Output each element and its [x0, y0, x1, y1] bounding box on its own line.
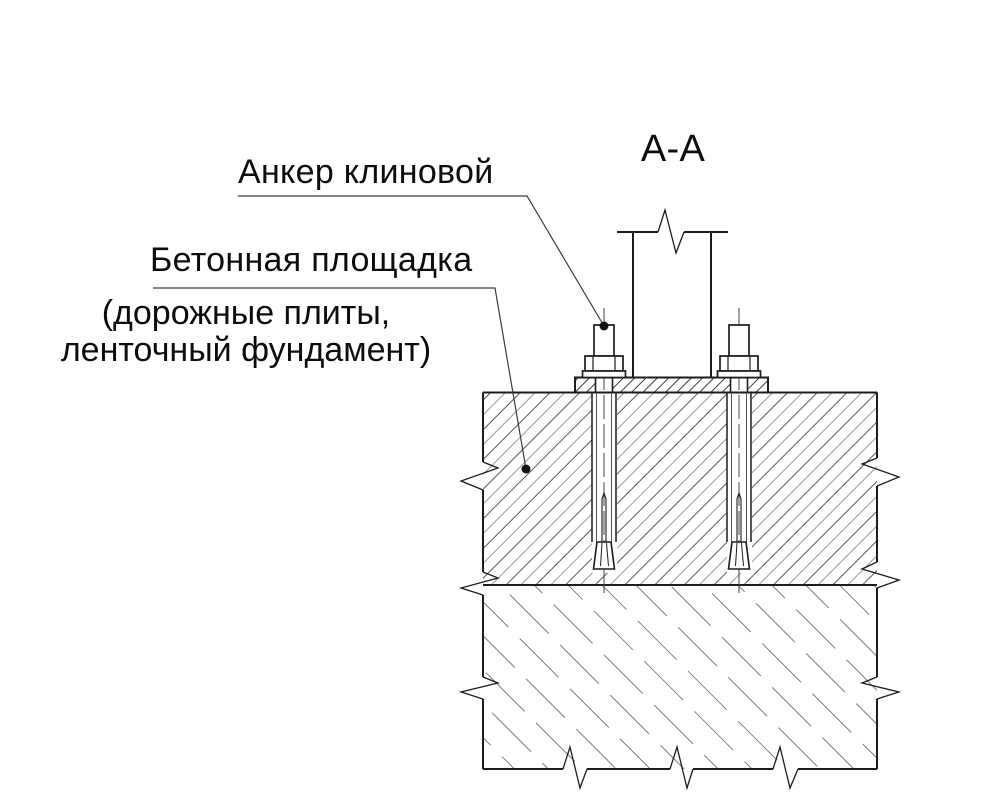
callout-pad-note-line2: ленточный фундамент): [60, 331, 432, 369]
anchor-nut-left: [585, 356, 623, 371]
lower-foundation-block: [483, 586, 877, 770]
anchor-washer-left: [583, 371, 626, 378]
column-sides: [633, 232, 711, 378]
concrete-pad-block: [483, 393, 877, 586]
callout-pad-title: Бетонная площадка: [150, 241, 473, 279]
anchor-wedge-right: [729, 542, 750, 569]
leader-dot-pad: [522, 465, 531, 474]
section-title: А-А: [640, 128, 706, 170]
callout-anchor-label: Анкер клиновой: [238, 153, 494, 191]
column-break-zigzag: [658, 210, 684, 253]
anchor-wedge-left: [594, 542, 615, 569]
anchor-nut-right: [720, 356, 758, 371]
anchor-washer-right: [718, 371, 761, 378]
column: [617, 210, 728, 378]
anchor-stud-right: [729, 325, 749, 356]
leader-dot-anchor: [600, 322, 609, 331]
callout-pad-note: [20, 295, 472, 369]
callout-pad-note-line1: (дорожные плиты,: [101, 294, 391, 332]
